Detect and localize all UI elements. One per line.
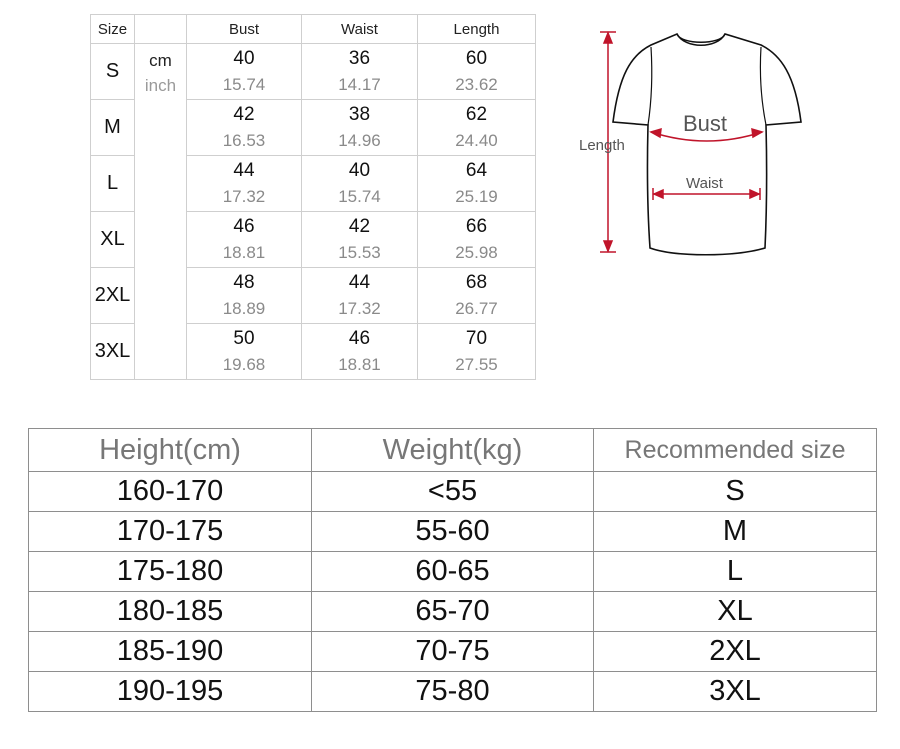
height-cell: 170-175 bbox=[29, 512, 312, 552]
waist-cm-value: 44 bbox=[348, 271, 371, 293]
length-cm-value: 68 bbox=[465, 271, 488, 293]
waist-inch-value: 17.32 bbox=[338, 298, 381, 318]
waist-cell bbox=[302, 268, 418, 324]
weight-cell: 75-80 bbox=[312, 672, 594, 712]
waist-cm-value: 36 bbox=[348, 47, 371, 69]
waist-inch-value: 15.53 bbox=[338, 242, 381, 262]
waist-cm-value: 42 bbox=[348, 215, 371, 237]
size-cell: 2XL bbox=[91, 268, 135, 324]
size-row-s bbox=[91, 44, 536, 100]
length-inch-value: 26.77 bbox=[455, 298, 498, 318]
recommendation-header-row bbox=[29, 429, 877, 472]
length-label: Length bbox=[579, 137, 625, 154]
length-inch-value: 23.62 bbox=[455, 74, 498, 94]
unit-cm-label: cm bbox=[149, 51, 172, 70]
recommended-size-cell: 2XL bbox=[594, 632, 877, 672]
bust-label: Bust bbox=[683, 111, 728, 136]
weight-cell: <55 bbox=[312, 472, 594, 512]
bust-inch-value: 17.32 bbox=[222, 186, 266, 206]
header-bust: Bust bbox=[187, 15, 302, 44]
header-length: Length bbox=[418, 15, 536, 44]
size-cell: 3XL bbox=[91, 324, 135, 380]
size-recommendation-table bbox=[28, 428, 877, 712]
size-table-header-row bbox=[91, 15, 536, 44]
length-cm-value: 66 bbox=[465, 215, 488, 237]
recommended-size-cell: L bbox=[594, 552, 877, 592]
recommended-size-cell: M bbox=[594, 512, 877, 552]
waist-label: Waist bbox=[686, 175, 723, 192]
bust-cell bbox=[187, 100, 302, 156]
bust-cell bbox=[187, 156, 302, 212]
tshirt-measurement-diagram bbox=[575, 25, 815, 260]
bust-cell bbox=[187, 268, 302, 324]
tshirt-outline bbox=[613, 34, 801, 255]
header-weight: Weight(kg) bbox=[312, 429, 594, 472]
length-cell bbox=[418, 212, 536, 268]
waist-cell bbox=[302, 212, 418, 268]
tshirt-armhole-right bbox=[760, 47, 766, 125]
bust-cm-value: 48 bbox=[233, 271, 255, 293]
waist-cm-value: 38 bbox=[348, 103, 371, 125]
bust-cm-value: 44 bbox=[233, 159, 255, 181]
size-cell: S bbox=[91, 44, 135, 100]
length-cm-value: 70 bbox=[465, 327, 488, 349]
waist-cell bbox=[302, 44, 418, 100]
length-cell bbox=[418, 100, 536, 156]
height-cell: 160-170 bbox=[29, 472, 312, 512]
waist-cell bbox=[302, 324, 418, 380]
height-cell: 190-195 bbox=[29, 672, 312, 712]
size-cell: M bbox=[91, 100, 135, 156]
height-cell: 180-185 bbox=[29, 592, 312, 632]
bust-cell bbox=[187, 44, 302, 100]
size-cell: XL bbox=[91, 212, 135, 268]
waist-cm-value: 46 bbox=[348, 327, 371, 349]
unit-column bbox=[135, 44, 187, 380]
bust-inch-value: 16.53 bbox=[222, 130, 266, 150]
recommendation-row bbox=[29, 512, 877, 552]
length-cell bbox=[418, 324, 536, 380]
bust-inch-value: 19.68 bbox=[222, 354, 266, 374]
bust-cm-value: 42 bbox=[233, 103, 255, 125]
bust-inch-value: 18.89 bbox=[222, 298, 266, 318]
length-inch-value: 25.98 bbox=[455, 242, 498, 262]
length-cm-value: 62 bbox=[465, 103, 488, 125]
weight-cell: 65-70 bbox=[312, 592, 594, 632]
header-recommended-size: Recommended size bbox=[594, 429, 877, 472]
height-cell: 185-190 bbox=[29, 632, 312, 672]
bust-cell bbox=[187, 324, 302, 380]
waist-cell bbox=[302, 156, 418, 212]
recommendation-row bbox=[29, 632, 877, 672]
waist-inch-value: 14.17 bbox=[338, 74, 381, 94]
header-height: Height(cm) bbox=[29, 429, 312, 472]
length-inch-value: 27.55 bbox=[455, 354, 498, 374]
recommended-size-cell: XL bbox=[594, 592, 877, 632]
bust-cm-value: 46 bbox=[233, 215, 255, 237]
height-cell: 175-180 bbox=[29, 552, 312, 592]
weight-cell: 60-65 bbox=[312, 552, 594, 592]
recommendation-row bbox=[29, 592, 877, 632]
recommendation-row bbox=[29, 672, 877, 712]
size-cell: L bbox=[91, 156, 135, 212]
bust-cell bbox=[187, 212, 302, 268]
waist-cm-value: 40 bbox=[348, 159, 371, 181]
bust-cm-value: 40 bbox=[233, 47, 255, 69]
bust-inch-value: 18.81 bbox=[222, 242, 266, 262]
length-cm-value: 60 bbox=[465, 47, 488, 69]
length-cell bbox=[418, 44, 536, 100]
waist-cell bbox=[302, 100, 418, 156]
length-inch-value: 24.40 bbox=[455, 130, 498, 150]
recommendation-row bbox=[29, 552, 877, 592]
recommended-size-cell: S bbox=[594, 472, 877, 512]
waist-inch-value: 14.96 bbox=[338, 130, 381, 150]
bust-cm-value: 50 bbox=[233, 327, 255, 349]
length-inch-value: 25.19 bbox=[455, 186, 498, 206]
size-measurement-table bbox=[90, 14, 536, 380]
header-unit-blank bbox=[135, 15, 187, 44]
header-size: Size bbox=[91, 15, 135, 44]
length-cm-value: 64 bbox=[465, 159, 488, 181]
length-cell bbox=[418, 268, 536, 324]
recommendation-row bbox=[29, 472, 877, 512]
length-cell bbox=[418, 156, 536, 212]
weight-cell: 70-75 bbox=[312, 632, 594, 672]
tshirt-armhole-left bbox=[648, 47, 652, 125]
waist-inch-value: 18.81 bbox=[338, 354, 381, 374]
bust-inch-value: 15.74 bbox=[222, 74, 266, 94]
recommended-size-cell: 3XL bbox=[594, 672, 877, 712]
header-waist: Waist bbox=[302, 15, 418, 44]
waist-inch-value: 15.74 bbox=[338, 186, 381, 206]
weight-cell: 55-60 bbox=[312, 512, 594, 552]
unit-inch-label: inch bbox=[144, 76, 177, 95]
